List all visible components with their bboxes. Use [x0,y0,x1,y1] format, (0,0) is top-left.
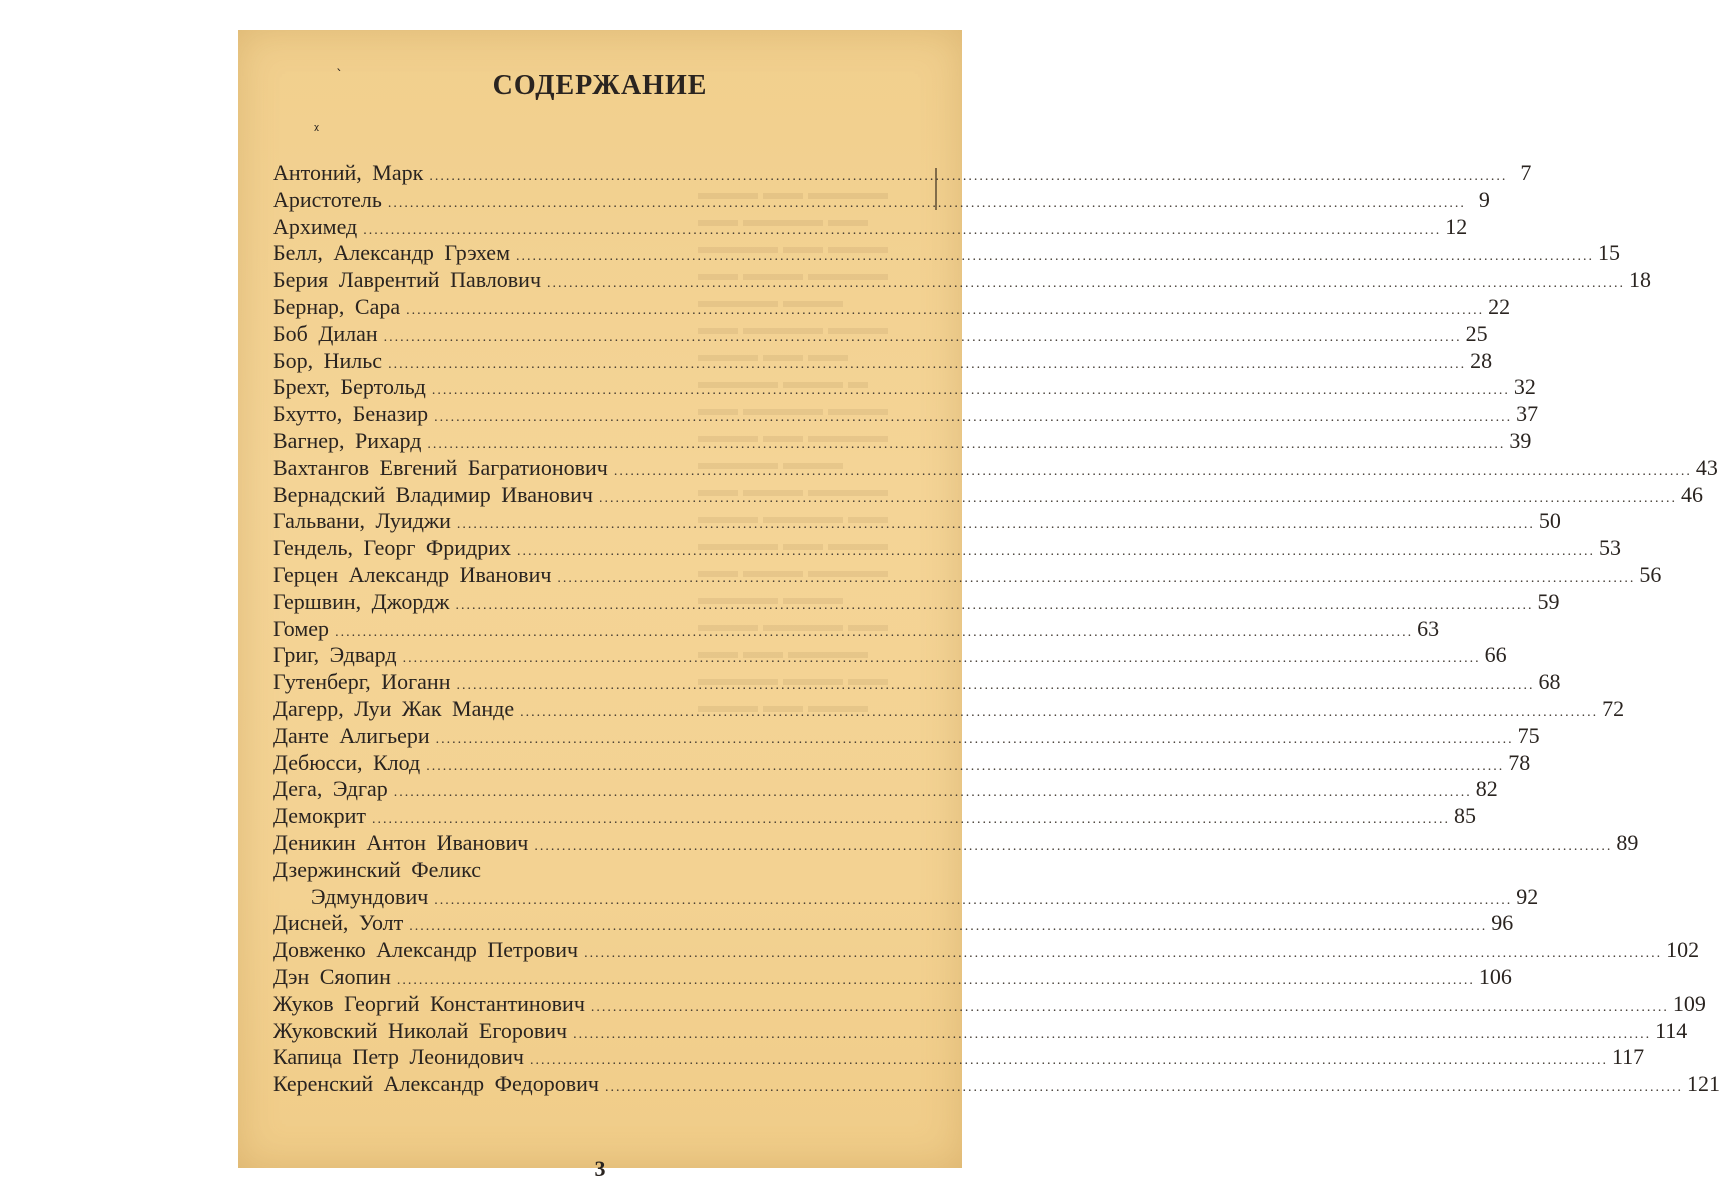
toc-entry-name: Дзержинский Феликс [273,856,482,882]
toc-entry-name: Дисней, Уолт [273,910,404,936]
toc-entry [273,1071,1720,1098]
toc-entry-name: Капица Петр Леонидович [273,1044,524,1070]
toc-entry [273,963,1512,991]
toc-entry-name: Деникин Антон Иванович [273,829,529,855]
toc-entry [273,561,1662,589]
toc-entry-page: 85 [1454,803,1477,829]
toc-entry-page: 56 [1639,561,1662,587]
toc-entry [273,615,1440,643]
toc-entry-name: Дега, Эдгар [273,776,388,802]
dot-leader [384,325,1462,352]
toc-entry [273,669,1561,696]
toc-entry-page: 106 [1478,963,1512,989]
dot-leader [534,834,1612,861]
toc-entry-page: 7 [1520,160,1532,185]
dot-leader [409,914,1487,941]
toc-entry-page: 28 [1470,347,1493,373]
toc-entry [273,240,1620,267]
toc-entry [273,722,1540,750]
toc-entry [273,347,1493,375]
toc-entry-page: 109 [1672,990,1706,1016]
toc-entry [273,883,1539,911]
dot-leader [427,432,1505,459]
toc-entry-page: 89 [1616,829,1639,855]
toc-entry-name: Архимед [273,213,358,239]
toc-entry [273,293,1511,321]
toc-entry [273,749,1531,777]
toc-entry [273,481,1703,509]
book-page [238,30,1720,1181]
toc-entry-page: 92 [1516,883,1539,909]
page-title: СОДЕРЖАНИЕ [492,70,708,101]
toc-entry-name: Жуков Георгий Константинович [273,990,585,1016]
show-through-texture: ▬▬▬ ▬▬ ▬▬▬▬ ▬▬ ▬▬▬▬ ▬▬ ▬▬▬▬ ▬▬ ▬▬▬ ▬▬ ▬▬▬ ▬▬▬▬ ▬▬▬▬ ▬▬▬ ▬▬ ▬▬▬▬ ▬▬▬ ▬▬▬ ▬▬ ▬▬ ▬▬▬▬ ▬▬▬ ▬ ▬▬ ▬▬▬▬ ▬▬▬ ▬▬▬ ▬▬ ▬▬▬▬ ▬▬▬▬ ▬▬▬ ▬▬ ▬▬▬ ▬▬▬▬ ▬▬▬ ▬▬▬▬ ▬▬ ▬▬▬▬ ▬▬ ▬▬▬ ▬▬ ▬▬▬ ▬▬▬▬ ▬▬▬▬ ▬▬▬ ▬▬▬ ▬▬▬▬ ▬▬ ▬▬ ▬▬ ▬▬▬▬ ▬▬▬▬ ▬▬▬ ▬▬ ▬▬▬ ▬▬ ▬▬▬ [698,182,888,717]
toc-entry [273,803,1477,830]
dot-leader [426,754,1504,781]
toc-entry-page: 78 [1508,749,1531,775]
dot-leader [434,405,1512,432]
toc-entry [273,910,1514,937]
toc-entry [273,508,1561,535]
toc-entry-name: Аристотель [273,186,382,212]
toc-entry-name: Довженко Александр Петрович [273,937,579,963]
print-speck: ˋ [336,68,343,84]
dot-leader [614,459,1692,486]
dot-leader [436,727,1514,754]
toc-entry [273,937,1700,964]
toc-entry-page: 66 [1484,642,1507,668]
dot-leader [591,995,1669,1022]
page-number: 3 [594,1156,606,1181]
toc-entry-page: 96 [1491,910,1514,936]
toc-entry-name: Вернадский Владимир Иванович [273,481,593,507]
toc-entry-page: 22 [1488,293,1511,319]
toc-entry-name: Данте Алигьери [273,722,430,748]
toc-entry-page: 75 [1517,722,1540,748]
dot-leader [547,271,1625,298]
toc-entry [273,1044,1645,1071]
toc-entry-page: 9 [1478,186,1490,212]
toc-entry [273,160,1532,187]
toc-entry-page: 72 [1602,695,1625,721]
toc-entry-name: Гендель, Георг Фридрих [273,535,512,561]
toc-entry-name: Боб Дилан [273,320,378,346]
toc-entry-name: Антоний, Марк [273,160,424,185]
toc-entry [273,642,1507,669]
dot-leader [388,191,1466,218]
dot-leader [457,512,1535,539]
toc-entry-page: 50 [1538,508,1561,534]
toc-entry-name: Герцен Александр Иванович [273,561,552,587]
toc-entry [273,1017,1688,1045]
toc-entry-name: Гершвин, Джордж [273,588,450,614]
toc-entry-name: Дэн Сяопин [273,963,391,989]
toc-entry-page: 114 [1655,1017,1688,1043]
dot-leader [335,620,1413,647]
toc-entry [273,427,1532,455]
toc-entry [273,829,1639,857]
dot-leader [605,1075,1683,1102]
toc-entry-page: 39 [1509,427,1532,453]
toc-entry-page: 15 [1598,240,1620,266]
toc-entry-page: 18 [1629,267,1652,293]
dot-leader [455,593,1533,620]
toc-entry-page: 121 [1686,1071,1720,1097]
dot-leader [388,352,1466,379]
toc-entry-page: 32 [1513,374,1536,400]
toc-entry-page: 37 [1516,401,1539,427]
toc-entry-name: Керенский Александр Федорович [273,1071,599,1097]
toc-entry-page: 53 [1599,535,1622,561]
toc-entry-name: Бернар, Сара [273,293,401,319]
toc-entry-name: Гомер [273,615,330,641]
toc-entry-name: Дебюсси, Клод [273,749,421,775]
dot-leader [557,566,1635,593]
dot-leader [584,941,1662,968]
toc-entry-page: 102 [1666,937,1700,963]
dot-leader [432,378,1510,405]
dot-leader [363,218,1441,245]
toc-entry-name: Жуковский Николай Егорович [273,1017,568,1043]
toc-entry-page: 68 [1538,669,1561,695]
dot-leader [517,539,1595,566]
toc-entry-name: Берия Лаврентий Павлович [273,267,542,293]
dot-leader [434,888,1512,915]
dot-leader [372,807,1450,834]
toc-entry-name: Григ, Эдвард [273,642,397,668]
toc-entry-page: 25 [1465,320,1488,346]
dot-leader [403,646,1481,673]
toc-entry-page: 63 [1417,615,1440,641]
toc-entry-name: Демокрит [273,803,367,829]
toc-entry [273,186,1490,214]
dot-leader [429,164,1507,191]
dot-leader [516,244,1594,271]
toc-entry [273,374,1536,401]
toc-entry-name: Бор, Нильс [273,347,383,373]
toc-entry-name: Белл, Александр Грэхем [273,240,510,266]
dot-leader [394,780,1472,807]
toc-entry-name: Гутенберг, Иоганн [273,669,451,695]
toc-entry [273,776,1498,803]
toc-entry [273,535,1622,562]
toc-entry [273,213,1468,241]
toc-entry [273,857,913,884]
dot-leader [573,1022,1651,1049]
table-of-contents [273,160,1720,1098]
dot-leader [406,298,1484,325]
toc-entry [273,695,1625,723]
toc-entry-name: Вагнер, Рихард [273,427,422,453]
toc-entry [273,401,1539,428]
toc-entry-page: 12 [1445,213,1468,239]
dot-leader [397,968,1475,995]
toc-entry-page: 46 [1681,481,1703,507]
dot-leader [530,1048,1608,1075]
toc-entry [273,267,1652,294]
toc-entry-page: 43 [1695,454,1718,480]
toc-entry [273,588,1560,616]
toc-entry [273,454,1718,482]
toc-entry-name: Вахтангов Евгений Багратионович [273,454,608,480]
toc-entry [273,320,1488,348]
toc-entry [273,990,1706,1018]
dot-leader [520,700,1598,727]
toc-entry-name: Бхутто, Беназир [273,401,429,427]
print-speck: ᵡ [314,122,320,138]
toc-entry-page: 117 [1611,1044,1645,1070]
toc-entry-page: 59 [1537,588,1560,614]
toc-entry-name: Гальвани, Луиджи [273,508,451,534]
toc-entry-name: Брехт, Бертольд [273,374,426,400]
dot-leader [599,486,1677,513]
toc-entry-name: Эдмундович [311,883,429,909]
dot-leader [456,673,1534,700]
toc-entry-name: Дагерр, Луи Жак Манде [273,695,515,721]
toc-entry-page: 82 [1475,776,1498,802]
